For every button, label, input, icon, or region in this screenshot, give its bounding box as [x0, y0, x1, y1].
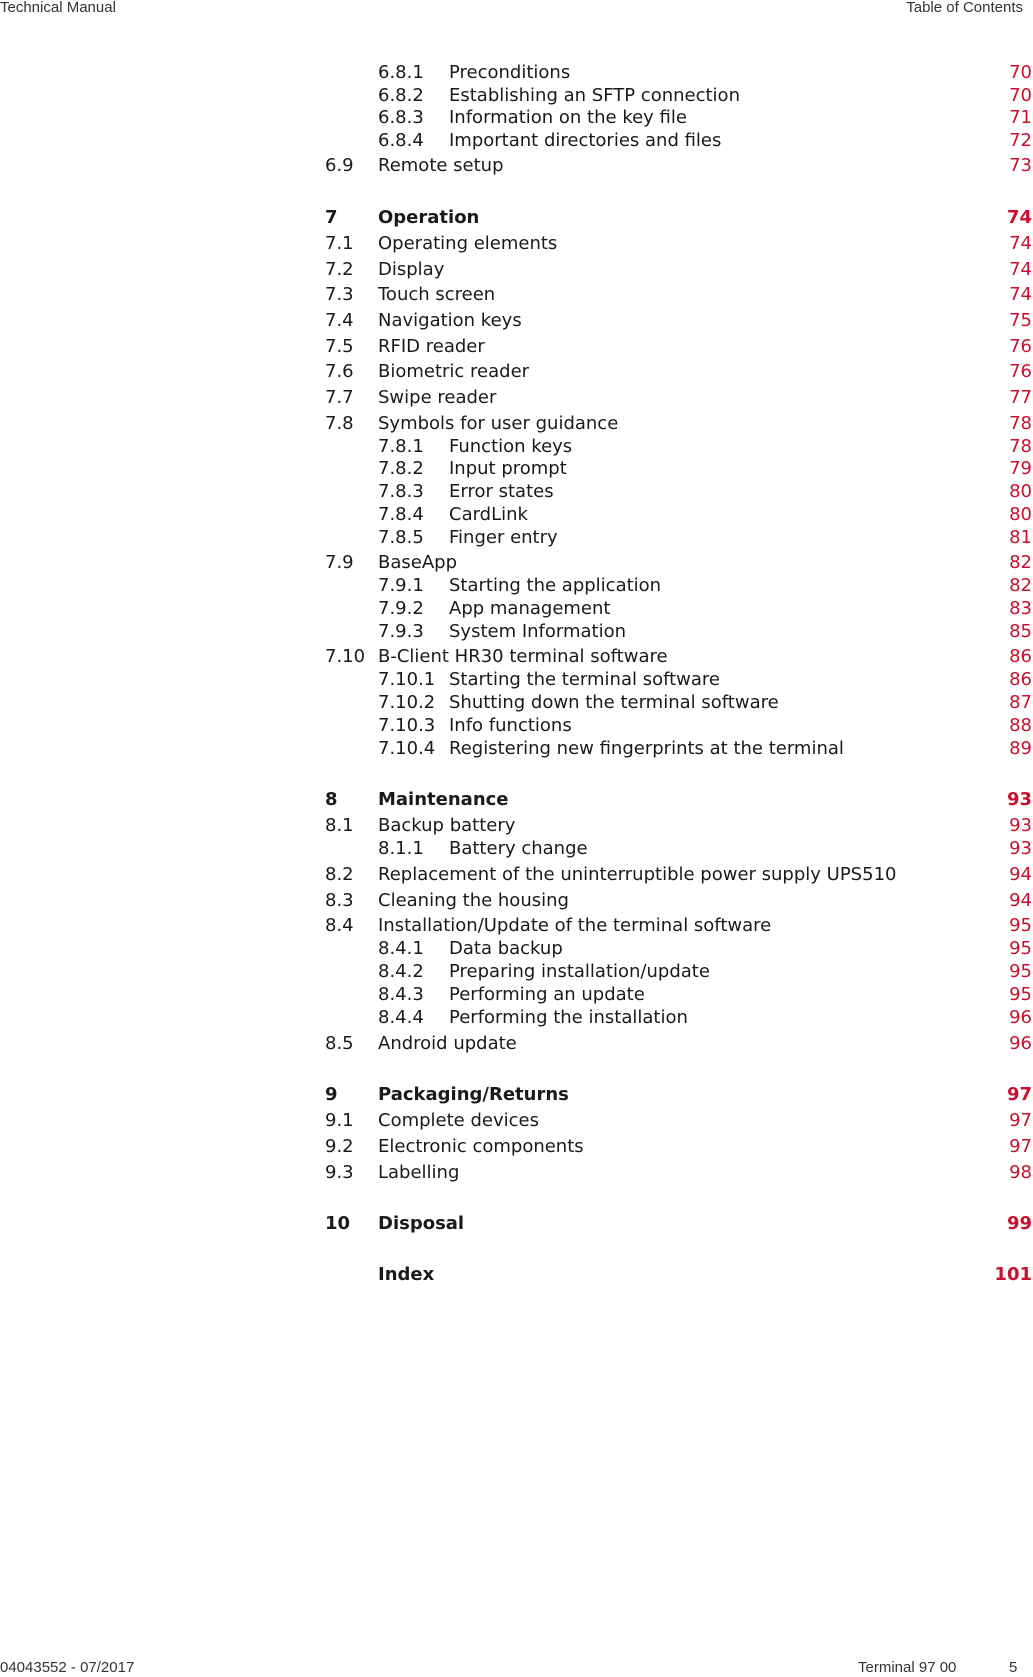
toc-entry-number: 10	[325, 1213, 351, 1234]
toc-entry-page-number[interactable]: 78	[1009, 436, 1032, 457]
toc-entry-number: 7.10.2	[378, 692, 436, 713]
toc-entry-title[interactable]: Starting the application	[449, 575, 662, 596]
toc-entry-page-number[interactable]: 70	[1009, 85, 1032, 106]
toc-entry[interactable]	[0, 619, 1033, 645]
toc-entry-title[interactable]: Establishing an SFTP connection	[449, 85, 740, 106]
toc-entry-title[interactable]: Input prompt	[449, 458, 567, 479]
toc-entry-title[interactable]: Preconditions	[449, 62, 571, 83]
toc-entry-number: 8.3	[325, 890, 354, 911]
toc-entry-page-number[interactable]: 93	[1009, 815, 1032, 836]
toc-entry-title[interactable]: Navigation keys	[378, 310, 522, 331]
toc-entry-page-number[interactable]: 99	[1006, 1213, 1032, 1234]
toc-entry-number: 8.4	[325, 915, 354, 936]
toc-entry-title[interactable]: Cleaning the housing	[378, 890, 569, 911]
toc-entry-number: 8	[325, 789, 338, 810]
toc-entry-title[interactable]: Complete devices	[378, 1110, 539, 1131]
toc-entry-number: 7.10.1	[378, 669, 436, 690]
toc-entry[interactable]	[0, 1082, 1033, 1108]
toc-entry-page-number[interactable]: 74	[1009, 259, 1032, 280]
toc-entry-page-number[interactable]: 74	[1009, 284, 1032, 305]
toc-entry-title[interactable]: Disposal	[378, 1213, 465, 1234]
toc-entry-number: 6.8.2	[378, 85, 424, 106]
toc-entry-title[interactable]: Index	[378, 1264, 435, 1285]
toc-entry-number: 7.8.3	[378, 481, 424, 502]
toc-entry-number: 8.4.2	[378, 961, 424, 982]
toc-entry-title[interactable]: Info functions	[449, 715, 572, 736]
toc-entry[interactable]	[0, 334, 1033, 360]
toc-entry-title[interactable]: B-Client HR30 terminal software	[378, 646, 668, 667]
toc-entry-title[interactable]: Operating elements	[378, 233, 558, 254]
toc-entry[interactable]	[0, 525, 1033, 551]
toc-entry-page-number[interactable]: 80	[1009, 481, 1032, 502]
toc-entry-number: 9.2	[325, 1136, 354, 1157]
toc-entry-page-number[interactable]: 85	[1009, 621, 1032, 642]
toc-entry-title[interactable]: Backup battery	[378, 815, 516, 836]
toc-entry-number: 7.8.4	[378, 504, 424, 525]
toc-entry-page-number[interactable]: 87	[1009, 692, 1032, 713]
toc-entry-number: 8.1.1	[378, 838, 424, 859]
toc-entry-title[interactable]: Labelling	[378, 1162, 460, 1183]
toc-entry-number: 7.2	[325, 259, 354, 280]
toc-entry-page-number[interactable]: 95	[1009, 915, 1032, 936]
toc-entry[interactable]	[0, 1211, 1033, 1237]
toc-entry-number: 7.4	[325, 310, 354, 331]
toc-entry-number: 7.9.3	[378, 621, 424, 642]
toc-entry[interactable]	[0, 836, 1033, 862]
toc-entry[interactable]	[0, 1005, 1033, 1031]
toc-entry-number: 8.4.4	[378, 1007, 424, 1028]
toc-entry-title[interactable]: Installation/Update of the terminal software	[378, 915, 772, 936]
toc-entry-page-number[interactable]: 96	[1009, 1007, 1032, 1028]
toc-entry-number: 7.5	[325, 336, 354, 357]
toc-entry-title[interactable]: App management	[449, 598, 611, 619]
toc-entry-page-number[interactable]: 77	[1009, 387, 1032, 408]
toc-entry-number: 7	[325, 207, 338, 228]
toc-entry-page-number[interactable]: 72	[1009, 130, 1032, 151]
toc-entry-title[interactable]: Replacement of the uninterruptible power supply UPS510	[378, 864, 897, 885]
toc-entry[interactable]	[0, 282, 1033, 308]
toc-entry-page-number[interactable]: 80	[1009, 504, 1032, 525]
toc-entry-title[interactable]: Maintenance	[378, 789, 509, 810]
toc-entry[interactable]	[0, 359, 1033, 385]
toc-entry-page-number[interactable]: 95	[1009, 938, 1032, 959]
toc-entry-title[interactable]: Data backup	[449, 938, 563, 959]
toc-entry[interactable]	[0, 128, 1033, 154]
toc-entry-page-number[interactable]: 97	[1009, 1136, 1032, 1157]
running-header-right: Table of Contents	[906, 0, 1023, 16]
toc-entry-page-number[interactable]: 82	[1009, 552, 1032, 573]
toc-entry-number: 6.8.3	[378, 107, 424, 128]
toc-entry-page-number[interactable]: 83	[1009, 598, 1032, 619]
toc-entry-number: 8.5	[325, 1033, 354, 1054]
toc-entry-title[interactable]: Operation	[378, 207, 480, 228]
toc-entry-number: 6.8.4	[378, 130, 424, 151]
toc-entry-page-number[interactable]: 74	[1009, 233, 1032, 254]
toc-entry-page-number[interactable]: 70	[1009, 62, 1032, 83]
toc-entry[interactable]	[0, 1134, 1033, 1160]
toc-entry-number: 9.1	[325, 1110, 354, 1131]
toc-entry-title[interactable]: Display	[378, 259, 445, 280]
toc-entry-title[interactable]: Remote setup	[378, 155, 504, 176]
toc-entry-number: 7.7	[325, 387, 354, 408]
toc-entry-number: 6.8.1	[378, 62, 424, 83]
toc-entry-title[interactable]: Symbols for user guidance	[378, 413, 619, 434]
toc-entry-number: 8.4.1	[378, 938, 424, 959]
toc-entry-page-number[interactable]: 95	[1009, 961, 1032, 982]
toc-entry-title[interactable]: System Information	[449, 621, 627, 642]
toc-entry-page-number[interactable]: 79	[1009, 458, 1032, 479]
toc-entry-number: 7.10	[325, 646, 366, 667]
toc-entry[interactable]	[0, 787, 1033, 813]
toc-entry-title[interactable]: Finger entry	[449, 527, 558, 548]
toc-entry-page-number[interactable]: 93	[1006, 789, 1032, 810]
toc-entry-page-number[interactable]: 97	[1006, 1084, 1032, 1105]
toc-entry-title[interactable]: Starting the terminal software	[449, 669, 721, 690]
footer-product-name: Terminal 97 00	[858, 1659, 957, 1676]
toc-entry-title[interactable]: Biometric reader	[378, 361, 530, 382]
toc-entry-title[interactable]: Electronic components	[378, 1136, 584, 1157]
running-header-left: Technical Manual	[0, 0, 116, 16]
toc-entry-page-number[interactable]: 95	[1009, 984, 1032, 1005]
toc-entry-page-number[interactable]: 73	[1009, 155, 1032, 176]
toc-entry-number: 7.8.5	[378, 527, 424, 548]
toc-entry-number: 7.8.2	[378, 458, 424, 479]
toc-entry[interactable]	[0, 1108, 1033, 1134]
toc-entry-number: 8.2	[325, 864, 354, 885]
toc-entry-number: 7.6	[325, 361, 354, 382]
toc-entry-title[interactable]: RFID reader	[378, 336, 485, 357]
toc-entry-number: 7.9.2	[378, 598, 424, 619]
toc-entry-number: 7.3	[325, 284, 354, 305]
toc-entry-page-number[interactable]: 93	[1009, 838, 1032, 859]
toc-entry-title[interactable]: Swipe reader	[378, 387, 497, 408]
toc-entry-page-number[interactable]: 97	[1009, 1110, 1032, 1131]
toc-entry-number: 9.3	[325, 1162, 354, 1183]
toc-entry[interactable]	[0, 231, 1033, 257]
toc-entry-page-number[interactable]: 82	[1009, 575, 1032, 596]
toc-entry[interactable]	[0, 1160, 1033, 1186]
toc-entry-number: 8.4.3	[378, 984, 424, 1005]
toc-entry-title[interactable]: Registering new fingerprints at the terminal	[449, 738, 844, 759]
toc-entry[interactable]	[0, 308, 1033, 334]
toc-entry-title[interactable]: Function keys	[449, 436, 573, 457]
toc-entry-page-number[interactable]: 86	[1009, 646, 1032, 667]
toc-entry-number: 7.1	[325, 233, 354, 254]
footer-page-number: 5	[1009, 1659, 1018, 1676]
toc-entry[interactable]	[0, 1262, 1033, 1288]
toc-entry-page-number[interactable]: 76	[1009, 336, 1032, 357]
toc-entry-number: 8.1	[325, 815, 354, 836]
toc-entry-title[interactable]: Shutting down the terminal software	[449, 692, 779, 713]
toc-entry-page-number[interactable]: 74	[1006, 207, 1032, 228]
toc-entry-page-number[interactable]: 81	[1009, 527, 1032, 548]
toc-entry-number: 7.9.1	[378, 575, 424, 596]
toc-entry-page-number[interactable]: 96	[1009, 1033, 1032, 1054]
toc-entry-number: 9	[325, 1084, 338, 1105]
toc-entry[interactable]	[0, 862, 1033, 888]
toc-entry-title[interactable]: Preparing installation/update	[449, 961, 710, 982]
toc-entry-number: 7.8	[325, 413, 354, 434]
toc-entry-number: 7.10.3	[378, 715, 436, 736]
toc-entry-page-number[interactable]: 71	[1009, 107, 1032, 128]
toc-entry[interactable]	[0, 153, 1033, 179]
toc-entry-title[interactable]: Information on the key file	[449, 107, 687, 128]
toc-entry-title[interactable]: Packaging/Returns	[378, 1084, 569, 1105]
toc-entry-number: 7.10.4	[378, 738, 436, 759]
toc-entry-page-number[interactable]: 94	[1009, 864, 1032, 885]
toc-entry-page-number[interactable]: 75	[1009, 310, 1032, 331]
toc-entry-number: 7.8.1	[378, 436, 424, 457]
toc-entry-number: 6.9	[325, 155, 354, 176]
toc-entry-page-number[interactable]: 101	[994, 1264, 1032, 1285]
toc-entry[interactable]	[0, 1031, 1033, 1057]
toc-entry-page-number[interactable]: 78	[1009, 413, 1032, 434]
toc-entry[interactable]	[0, 385, 1033, 411]
toc-entry-page-number[interactable]: 98	[1009, 1162, 1032, 1183]
toc-entry-title[interactable]: Error states	[449, 481, 554, 502]
toc-entry-page-number[interactable]: 76	[1009, 361, 1032, 382]
toc-entry-page-number[interactable]: 86	[1009, 669, 1032, 690]
toc-entry[interactable]	[0, 205, 1033, 231]
toc-entry-page-number[interactable]: 89	[1009, 738, 1032, 759]
toc-entry-title[interactable]: BaseApp	[378, 552, 457, 573]
toc-entry-title[interactable]: Touch screen	[378, 284, 496, 305]
toc-entry[interactable]	[0, 888, 1033, 914]
toc-entry-title[interactable]: CardLink	[449, 504, 528, 525]
toc-entry-number: 7.9	[325, 552, 354, 573]
toc-entry-title[interactable]: Battery change	[449, 838, 588, 859]
toc-entry-page-number[interactable]: 94	[1009, 890, 1032, 911]
toc-entry-title[interactable]: Performing an update	[449, 984, 645, 1005]
footer-doc-number: 04043552 - 07/2017	[0, 1659, 135, 1676]
toc-entry-title[interactable]: Important directories and files	[449, 130, 722, 151]
toc-entry[interactable]	[0, 257, 1033, 283]
toc-entry[interactable]	[0, 736, 1033, 762]
toc-entry-page-number[interactable]: 88	[1009, 715, 1032, 736]
toc-entry-title[interactable]: Performing the installation	[449, 1007, 688, 1028]
toc-entry-title[interactable]: Android update	[378, 1033, 517, 1054]
